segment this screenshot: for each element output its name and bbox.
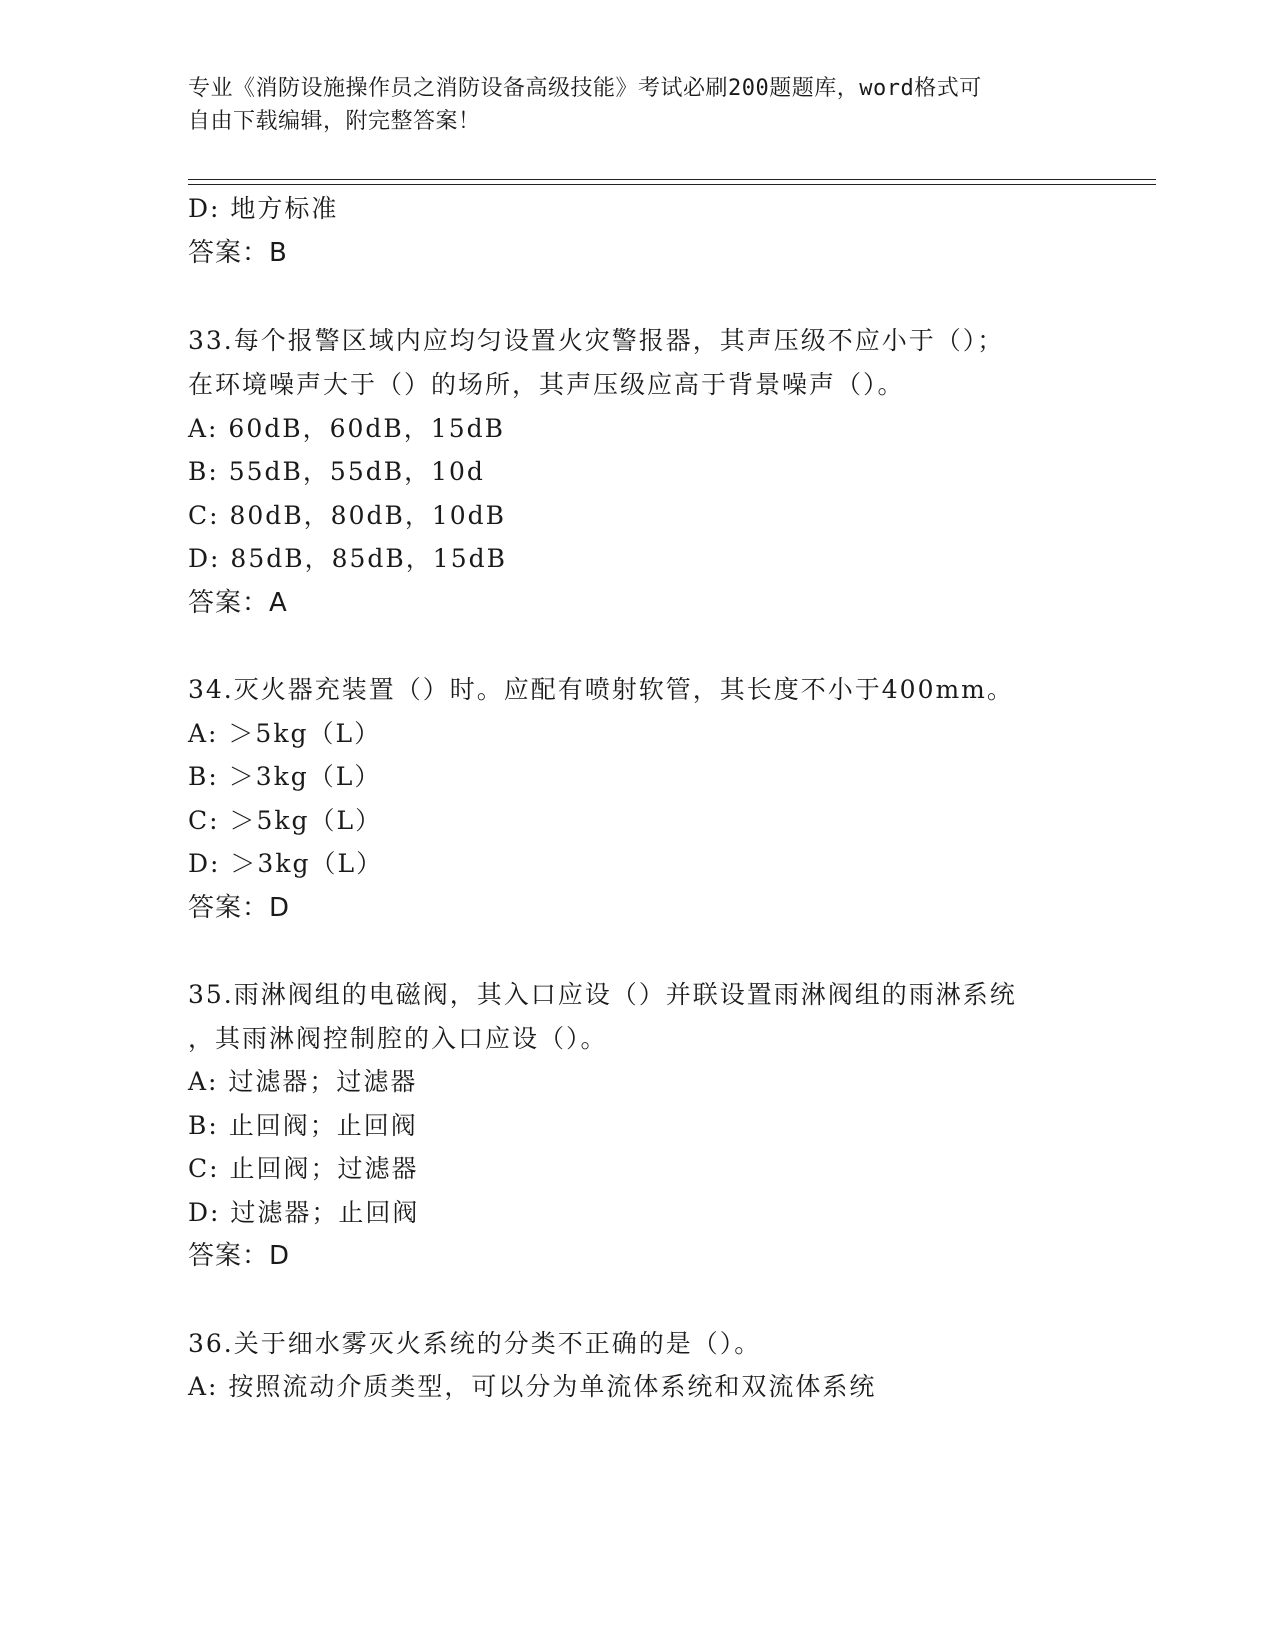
- q36-option-a: A: 按照流动介质类型，可以分为单流体系统和双流体系统: [188, 1372, 877, 1401]
- header-line-2: 自由下载编辑，附完整答案！: [188, 109, 481, 134]
- q33-answer: 答案：A: [188, 588, 288, 618]
- q34-stem-line-1: 34.灭火器充装置（）时。应配有喷射软管，其长度不小于400mm。: [188, 675, 1014, 704]
- prev-option-d: D: 地方标准: [188, 194, 339, 223]
- q34-option-b: B: ＞3kg（L）: [188, 762, 382, 791]
- prev-answer: 答案：B: [188, 238, 288, 268]
- header-divider-top: [188, 179, 1156, 180]
- document-header: [188, 72, 1088, 138]
- q35-stem-line-1: 35.雨淋阀组的电磁阀，其入口应设（）并联设置雨淋阀组的雨淋系统: [188, 980, 1017, 1009]
- q34-option-d: D: ＞3kg（L）: [188, 849, 384, 878]
- q33-option-d: D: 85dB，85dB，15dB: [188, 544, 507, 573]
- q35-option-d: D: 过滤器；止回阀: [188, 1198, 420, 1227]
- q35-answer: 答案：D: [188, 1241, 291, 1271]
- q34-option-c: C: ＞5kg（L）: [188, 806, 383, 835]
- q33-option-b: B: 55dB，55dB，10d: [188, 457, 485, 486]
- q33-stem-line-1: 33.每个报警区域内应均匀设置火灾警报器，其声压级不应小于（）；: [188, 326, 1005, 355]
- q33-option-c: C: 80dB，80dB，10dB: [188, 501, 507, 530]
- q33-option-a: A: 60dB，60dB，15dB: [188, 414, 505, 443]
- q35-stem-line-2: ，其雨淋阀控制腔的入口应设（）。: [188, 1024, 608, 1053]
- q34-option-a: A: ＞5kg（L）: [188, 719, 382, 748]
- q35-option-a: A: 过滤器；过滤器: [188, 1067, 418, 1096]
- q35-option-b: B: 止回阀；止回阀: [188, 1111, 418, 1140]
- q33-stem-line-2: 在环境噪声大于（）的场所，其声压级应高于背景噪声（）。: [188, 370, 905, 399]
- header-line-1: 专业《消防设施操作员之消防设备高级技能》考试必刷200题题库，word格式可: [188, 76, 982, 101]
- q34-answer: 答案：D: [188, 893, 291, 923]
- header-divider-bottom: [188, 184, 1156, 185]
- q35-option-c: C: 止回阀；过滤器: [188, 1154, 419, 1183]
- q36-stem-line-1: 36.关于细水雾灭火系统的分类不正确的是（）。: [188, 1329, 762, 1358]
